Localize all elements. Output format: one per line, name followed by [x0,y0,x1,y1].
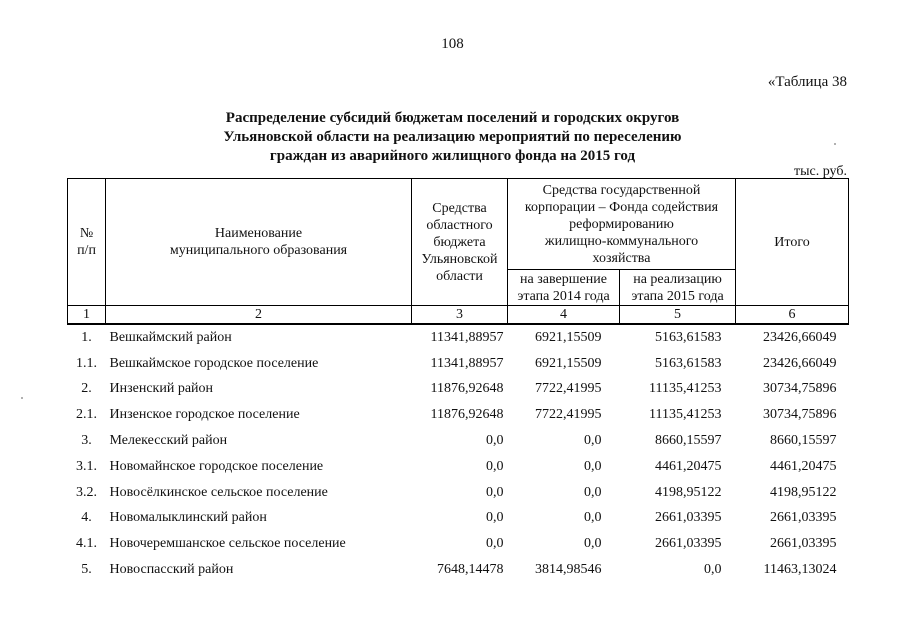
regional-budget-value: 11341,88957 [430,329,504,345]
column-numbers-row [68,306,849,325]
header-fund-2015: на реализацию этапа 2015 года [620,270,736,306]
fund-2015-value: 0,0 [704,562,722,578]
municipality-name: Вешкаймский район [109,329,232,345]
column-number: 5 [620,306,736,325]
municipality-name: Новомайнское городское поселение [109,458,324,474]
document-title [0,109,905,166]
total-value: 30734,75896 [763,407,837,423]
scan-speck [21,397,23,399]
title-line: Распределение субсидий бюджетам поселений и городских округов [225,110,680,126]
row-number: 2.1. [76,407,97,423]
table-row [68,506,849,532]
total-value: 2661,03395 [770,510,837,526]
header-total: Итого [736,179,849,306]
municipality-name: Новомалыклинский район [109,510,267,526]
row-number: 4. [81,510,92,526]
fund-2014-value: 0,0 [584,510,602,526]
fund-2015-value: 2661,03395 [655,536,722,552]
regional-budget-value: 0,0 [486,433,504,449]
fund-2014-value: 7722,41995 [535,381,602,397]
table-row [68,428,849,454]
scan-speck [834,143,836,145]
title-line: Ульяновской области на реализацию мероприятий по переселению [223,129,682,145]
table-row [68,377,849,403]
total-value: 11463,13024 [763,562,837,578]
fund-2014-value: 0,0 [584,433,602,449]
municipality-name: Мелекесский район [109,433,228,449]
table-row [68,402,849,428]
header-num: № п/п [68,179,106,306]
regional-budget-value: 11341,88957 [430,355,504,371]
total-value: 4198,95122 [770,484,837,500]
regional-budget-value: 0,0 [486,484,504,500]
fund-2015-value: 8660,15597 [655,433,722,449]
total-value: 2661,03395 [770,536,837,552]
municipality-name: Вешкаймское городское поселение [109,355,319,371]
regional-budget-value: 11876,92648 [430,381,504,397]
row-number: 3.2. [76,484,97,500]
column-number: 6 [736,306,849,325]
fund-2015-value: 11135,41253 [649,407,722,423]
fund-2014-value: 3814,98546 [535,562,602,578]
regional-budget-value: 0,0 [486,536,504,552]
row-number: 4.1. [76,536,97,552]
column-number: 2 [106,306,412,325]
table-row [68,324,849,351]
total-value: 30734,75896 [763,381,837,397]
table-reference: «Таблица 38 [767,74,847,90]
column-number: 1 [68,306,106,325]
fund-2015-value: 5163,61583 [655,355,722,371]
total-value: 23426,66049 [763,329,837,345]
regional-budget-value: 0,0 [486,458,504,474]
fund-2015-value: 2661,03395 [655,510,722,526]
column-number: 4 [508,306,620,325]
regional-budget-value: 11876,92648 [430,407,504,423]
row-number: 2. [81,381,92,397]
fund-2015-value: 5163,61583 [655,329,722,345]
fund-2014-value: 0,0 [584,458,602,474]
regional-budget-value: 0,0 [486,510,504,526]
page-number: 108 [441,36,464,52]
column-number: 3 [412,306,508,325]
row-number: 1. [81,329,92,345]
municipality-name: Инзенское городское поселение [109,407,300,423]
total-value: 23426,66049 [763,355,837,371]
fund-2015-value: 11135,41253 [649,381,722,397]
table-row [68,351,849,377]
fund-2014-value: 0,0 [584,484,602,500]
row-number: 5. [81,562,92,578]
table-row [68,531,849,557]
municipality-name: Новочеремшанское сельское поселение [109,536,346,552]
total-value: 4461,20475 [770,458,837,474]
total-value: 8660,15597 [770,433,837,449]
row-number: 3.1. [76,458,97,474]
municipality-name: Новоспасский район [109,562,234,578]
municipality-name: Новосёлкинское сельское поселение [109,484,328,500]
header-fund-2014: на завершение этапа 2014 года [508,270,620,306]
fund-2015-value: 4461,20475 [655,458,722,474]
table-row [68,557,849,583]
fund-2015-value: 4198,95122 [655,484,722,500]
row-number: 1.1. [76,355,97,371]
row-number: 3. [81,433,92,449]
subsidy-table [67,178,849,583]
fund-2014-value: 6921,15509 [535,329,602,345]
fund-2014-value: 7722,41995 [535,407,602,423]
table-body [68,324,849,583]
municipality-name: Инзенский район [109,381,214,397]
units-label: тыс. руб. [794,164,847,179]
table-row [68,454,849,480]
header-name: Наименование муниципального образования [106,179,412,306]
title-line: граждан из аварийного жилищного фонда на 2015 год [269,148,636,164]
header-fund: Средства государственной корпорации – Фонда содействия реформированию жилищно-коммунального хозяйства [508,179,736,270]
fund-2014-value: 6921,15509 [535,355,602,371]
header-regional-budget: Средства областного бюджета Ульяновской области [412,179,508,306]
table-row [68,480,849,506]
regional-budget-value: 7648,14478 [437,562,504,578]
fund-2014-value: 0,0 [584,536,602,552]
